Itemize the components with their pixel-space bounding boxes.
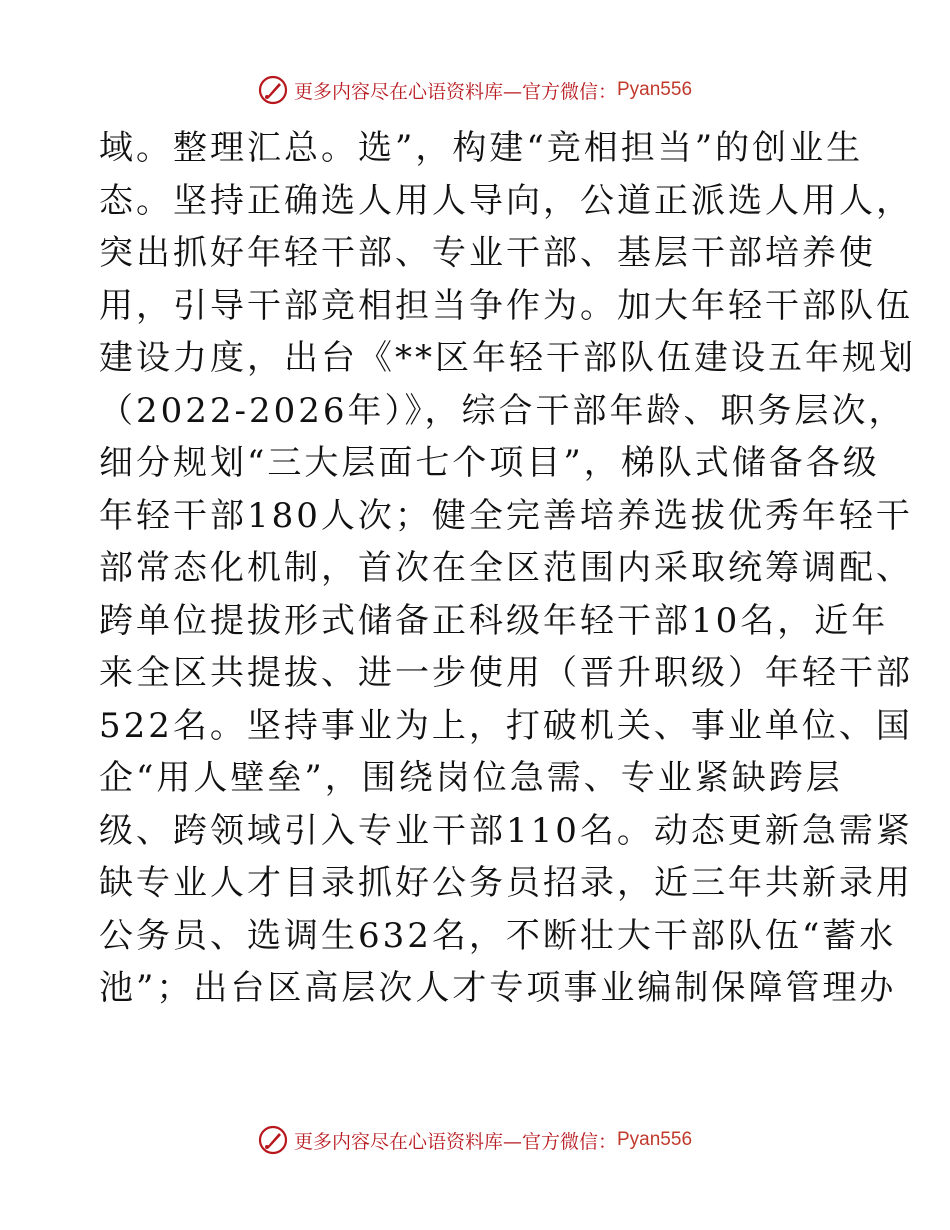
text-line: 级、跨领域引入专业干部110名。动态更新急需紧 <box>99 810 913 851</box>
body-paragraph <box>99 122 916 1015</box>
header-banner-text: 更多内容尽在心语资料库—官方微信： <box>293 80 617 103</box>
text-line: 建设力度，出台《**区年轻干部队伍建设五年规划 <box>99 338 916 378</box>
text-line: 部常态化机制，首次在全区范围内采取统筹调配、 <box>99 548 913 588</box>
header-banner <box>0 70 950 110</box>
text-line: 来全区共提拔、进一步使用（晋升职级）年轻干部 <box>99 653 913 693</box>
footer-banner <box>0 1120 950 1160</box>
text-line: 用，引导干部竞相担当争作为。加大年轻干部队伍 <box>99 285 913 326</box>
text-line: 池”；出台区高层次人才专项事业编制保障管理办 <box>99 968 897 1008</box>
header-wechat-id: Pyan556 <box>617 79 693 100</box>
quill-logo-icon <box>258 75 288 105</box>
text-line: 年轻干部180人次；健全完善培养选拔优秀年轻干 <box>99 495 913 536</box>
text-line: 缺专业人才目录抓好公务员招录，近三年共新录用 <box>99 863 913 903</box>
text-line: 企“用人壁垒”，围绕岗位急需、专业紧缺跨层 <box>99 758 843 798</box>
text-line: 态。坚持正确选人用人导向，公道正派选人用人， <box>99 180 913 221</box>
text-line: 细分规划“三大层面七个项目”，梯队式储备各级 <box>99 443 880 483</box>
text-line: （2022-2026年）》，综合干部年龄、职务层次， <box>99 390 906 431</box>
text-line: 522名。坚持事业为上，打破机关、事业单位、国 <box>99 705 913 746</box>
text-line: 公务员、选调生632名，不断壮大干部队伍“蓄水 <box>99 915 897 956</box>
quill-logo-icon <box>258 1125 288 1155</box>
text-line: 域。整理汇总。选”，构建“竞相担当”的创业生 <box>99 128 864 168</box>
footer-wechat-id: Pyan556 <box>617 1129 693 1150</box>
text-line: 突出抓好年轻干部、专业干部、基层干部培养使 <box>99 233 876 273</box>
text-line: 跨单位提拔形式储备正科级年轻干部10名，近年 <box>99 600 889 641</box>
footer-banner-text: 更多内容尽在心语资料库—官方微信： <box>293 1130 617 1153</box>
